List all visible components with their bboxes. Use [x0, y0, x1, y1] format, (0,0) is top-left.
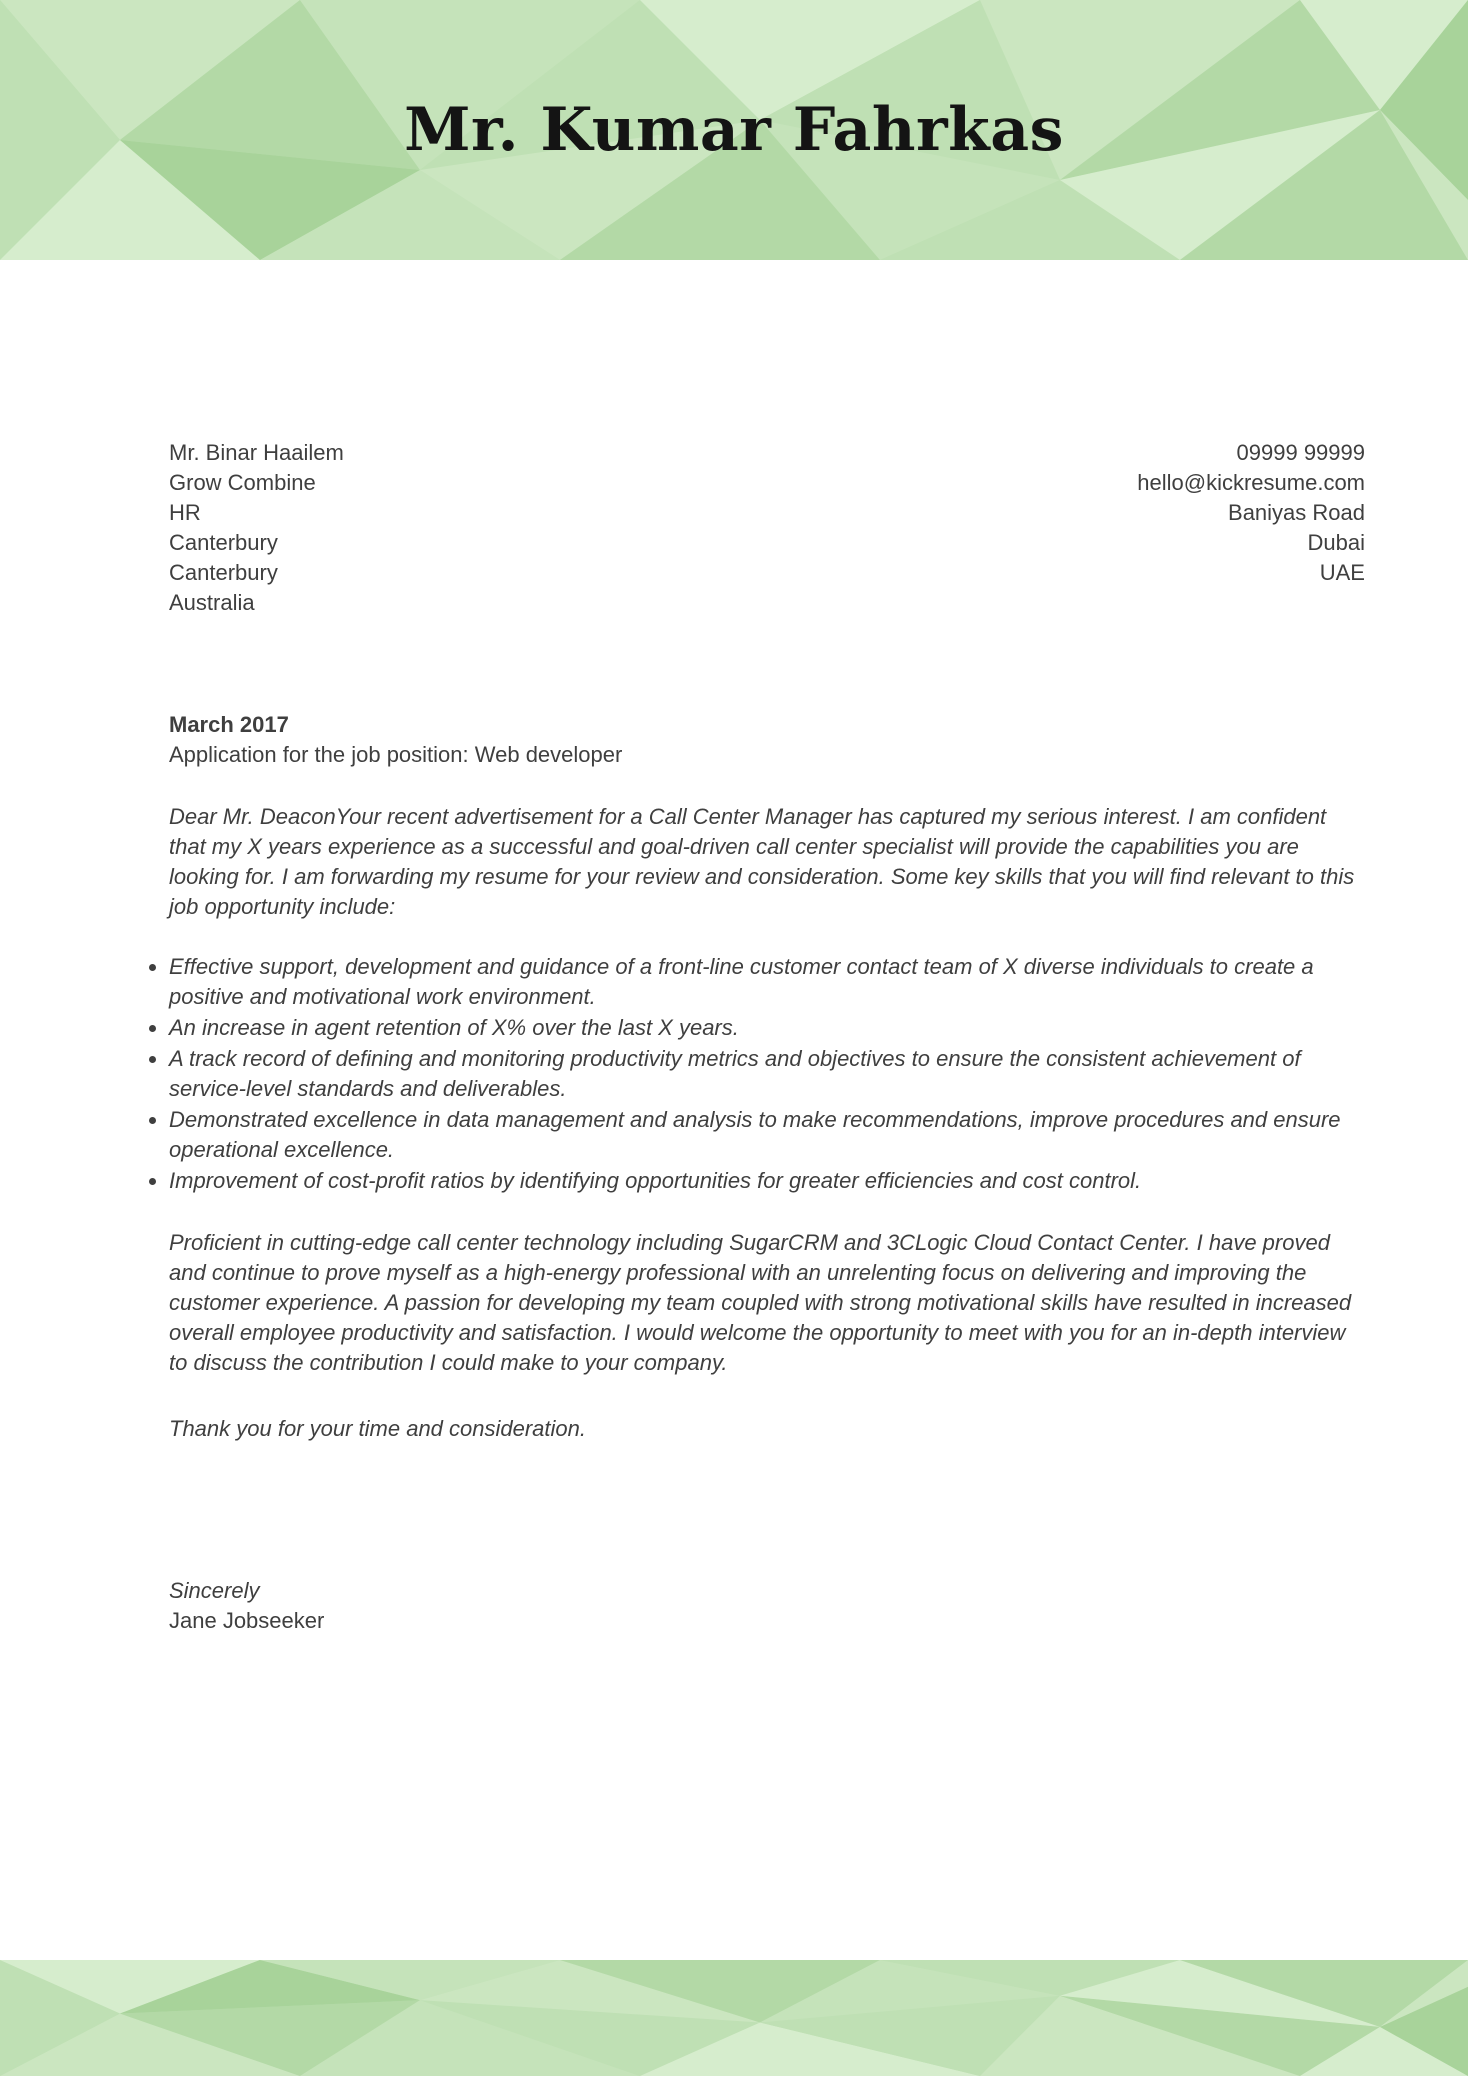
sender-city: Dubai: [1307, 530, 1365, 555]
list-item: • Effective support, development and guidance of a front-line customer contact team of X diverse individuals to create a positive and motivational work environment.: [169, 952, 1365, 1012]
letter-date: March 2017: [169, 712, 289, 737]
list-item: • An increase in agent retention of X% over the last X years.: [169, 1013, 1365, 1043]
polygon-pattern: [0, 1960, 1468, 2076]
body-paragraph: Proficient in cutting-edge call center technology including SugarCRM and 3CLogic Cloud Contact Center. I have proved and continue to prove myself as a high-energy professional with an unrelenting focus on delivering and improving the customer experience. A passion for developing my team coupled with strong motivational skills have resulted in increased overall employee productivity and satisfaction. I would welcome the opportunity to meet with you for an in-depth interview to discuss the contribution I could make to your company.: [169, 1230, 1352, 1375]
signoff: Sincerely: [169, 1578, 260, 1603]
sender-country: UAE: [1319, 560, 1365, 585]
closing-paragraph: Thank you for your time and consideration.: [169, 1416, 587, 1441]
letter-meta: [169, 710, 1365, 770]
recipient-line: HR: [169, 500, 201, 525]
letter-subject: Application for the job position: Web developer: [169, 742, 623, 767]
signature-name: Jane Jobseeker: [169, 1608, 325, 1633]
address-section: [169, 438, 1365, 618]
recipient-line: Australia: [169, 590, 255, 615]
recipient-line: Canterbury: [169, 560, 278, 585]
recipient-block: [169, 438, 344, 618]
sender-street: Baniyas Road: [1228, 500, 1365, 525]
sender-block: [1137, 438, 1365, 618]
recipient-line: Grow Combine: [169, 470, 316, 495]
footer-banner: [0, 1960, 1468, 2076]
sender-email: hello@kickresume.com: [1137, 470, 1365, 495]
letter-content: [0, 260, 1468, 1636]
list-item: • Demonstrated excellence in data management and analysis to make recommendations, improve procedures and ensure operational excellence.: [169, 1105, 1365, 1165]
list-item: • Improvement of cost-profit ratios by identifying opportunities for greater efficiencies and cost control.: [169, 1166, 1365, 1196]
skills-list: [169, 952, 1365, 1196]
recipient-line: Canterbury: [169, 530, 278, 555]
list-item: • A track record of defining and monitoring productivity metrics and objectives to ensure the consistent achievement of service-level standards and deliverables.: [169, 1044, 1365, 1104]
recipient-line: Mr. Binar Haailem: [169, 440, 344, 465]
sender-phone: 09999 99999: [1236, 440, 1365, 465]
header-banner: [0, 0, 1468, 260]
intro-paragraph: Dear Mr. DeaconYour recent advertisement for a Call Center Manager has captured my serious interest. I am confident that my X years experience as a successful and goal-driven call center specialist will provide the capabilities you are looking for. I am forwarding my resume for your review and consideration. Some key skills that you will find relevant to this job opportunity include:: [169, 804, 1355, 919]
signoff-block: [169, 1576, 1365, 1636]
page-title: Mr. Kumar Fahrkas: [404, 95, 1064, 165]
